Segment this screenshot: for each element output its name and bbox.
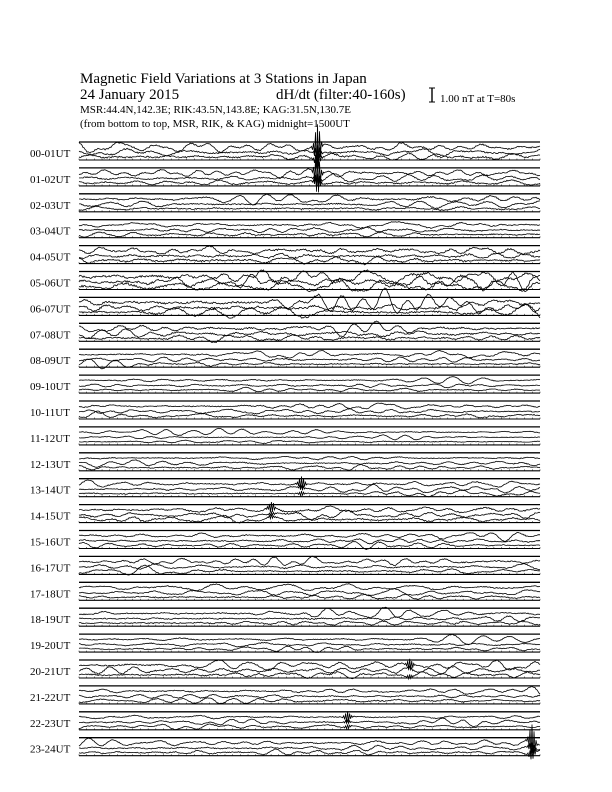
trace-kag	[79, 456, 540, 460]
trace-kag	[79, 403, 540, 409]
station-coordinates: MSR:44.4N,142.3E; RIK:43.5N,143.8E; KAG:31.5N,130.7E	[80, 104, 352, 116]
station-order-note: (from bottom to top, MSR, RIK, & KAG) midnight=1500UT	[80, 118, 350, 130]
trace-rik	[79, 409, 540, 414]
panel-label: 15-16UT	[30, 536, 71, 549]
trace-rik	[79, 227, 540, 233]
trace-kag	[79, 532, 540, 541]
panel-label: 11-12UT	[30, 432, 70, 445]
panel-label: 01-02UT	[30, 173, 71, 186]
trace-kag	[79, 377, 540, 384]
panel-label: 08-09UT	[30, 355, 71, 368]
trace-kag	[79, 124, 540, 167]
panel-label: 03-04UT	[30, 225, 71, 238]
trace-msr	[79, 621, 540, 625]
trace-kag	[79, 428, 540, 435]
trace-rik	[79, 301, 540, 313]
trace-rik	[79, 589, 540, 596]
trace-msr	[79, 206, 540, 210]
trace-rik	[79, 616, 540, 622]
trace-kag	[79, 502, 540, 513]
panel-label: 13-14UT	[30, 484, 71, 497]
trace-kag	[79, 222, 540, 229]
panel-label: 19-20UT	[30, 640, 71, 653]
trace-kag	[79, 556, 540, 565]
panel-label: 18-19UT	[30, 614, 71, 627]
trace-kag	[79, 350, 540, 358]
panel-label: 16-17UT	[30, 562, 71, 575]
trace-msr	[79, 411, 540, 418]
panel-label: 21-22UT	[30, 691, 71, 704]
panel-label: 20-21UT	[30, 666, 71, 678]
scale-bar-label: 1.00 nT at T=80s	[440, 93, 516, 105]
panel-label: 00-01UT	[30, 148, 71, 160]
trace-rik	[79, 718, 540, 727]
chart-quantity: dH/dt (filter:40-160s)	[276, 87, 406, 103]
panel-label: 02-03UT	[30, 199, 71, 212]
trace-rik	[79, 484, 540, 493]
trace-kag	[79, 686, 540, 694]
panel-label: 17-18UT	[30, 588, 71, 601]
panel-label: 22-23UT	[30, 717, 71, 730]
trace-rik	[79, 539, 540, 544]
panel-label: 04-05UT	[30, 251, 71, 264]
trace-rik	[79, 253, 540, 258]
trace-kag	[79, 584, 540, 591]
trace-rik	[79, 435, 540, 440]
trace-kag	[79, 194, 540, 205]
trace-rik	[79, 201, 540, 209]
trace-kag	[79, 246, 540, 255]
panel-label: 07-08UT	[30, 329, 71, 342]
chart-title: Magnetic Field Variations at 3 Stations in Japan	[80, 71, 367, 87]
panel-label: 05-06UT	[30, 277, 71, 290]
panel-label: 10-11UT	[30, 407, 70, 419]
chart-date: 24 January 2015	[80, 87, 180, 103]
panel-label: 09-10UT	[30, 381, 71, 394]
trace-rik	[79, 694, 540, 698]
trace-msr	[79, 387, 540, 391]
panel-label: 06-07UT	[30, 303, 71, 316]
trace-msr	[79, 440, 540, 443]
trace-rik	[79, 642, 540, 647]
panel-label: 23-24UT	[30, 743, 71, 756]
panel-label: 14-15UT	[30, 510, 71, 523]
trace-rik	[79, 666, 540, 674]
trace-kag	[79, 711, 540, 722]
panel-label: 12-13UT	[30, 458, 71, 471]
trace-rik	[79, 384, 540, 388]
